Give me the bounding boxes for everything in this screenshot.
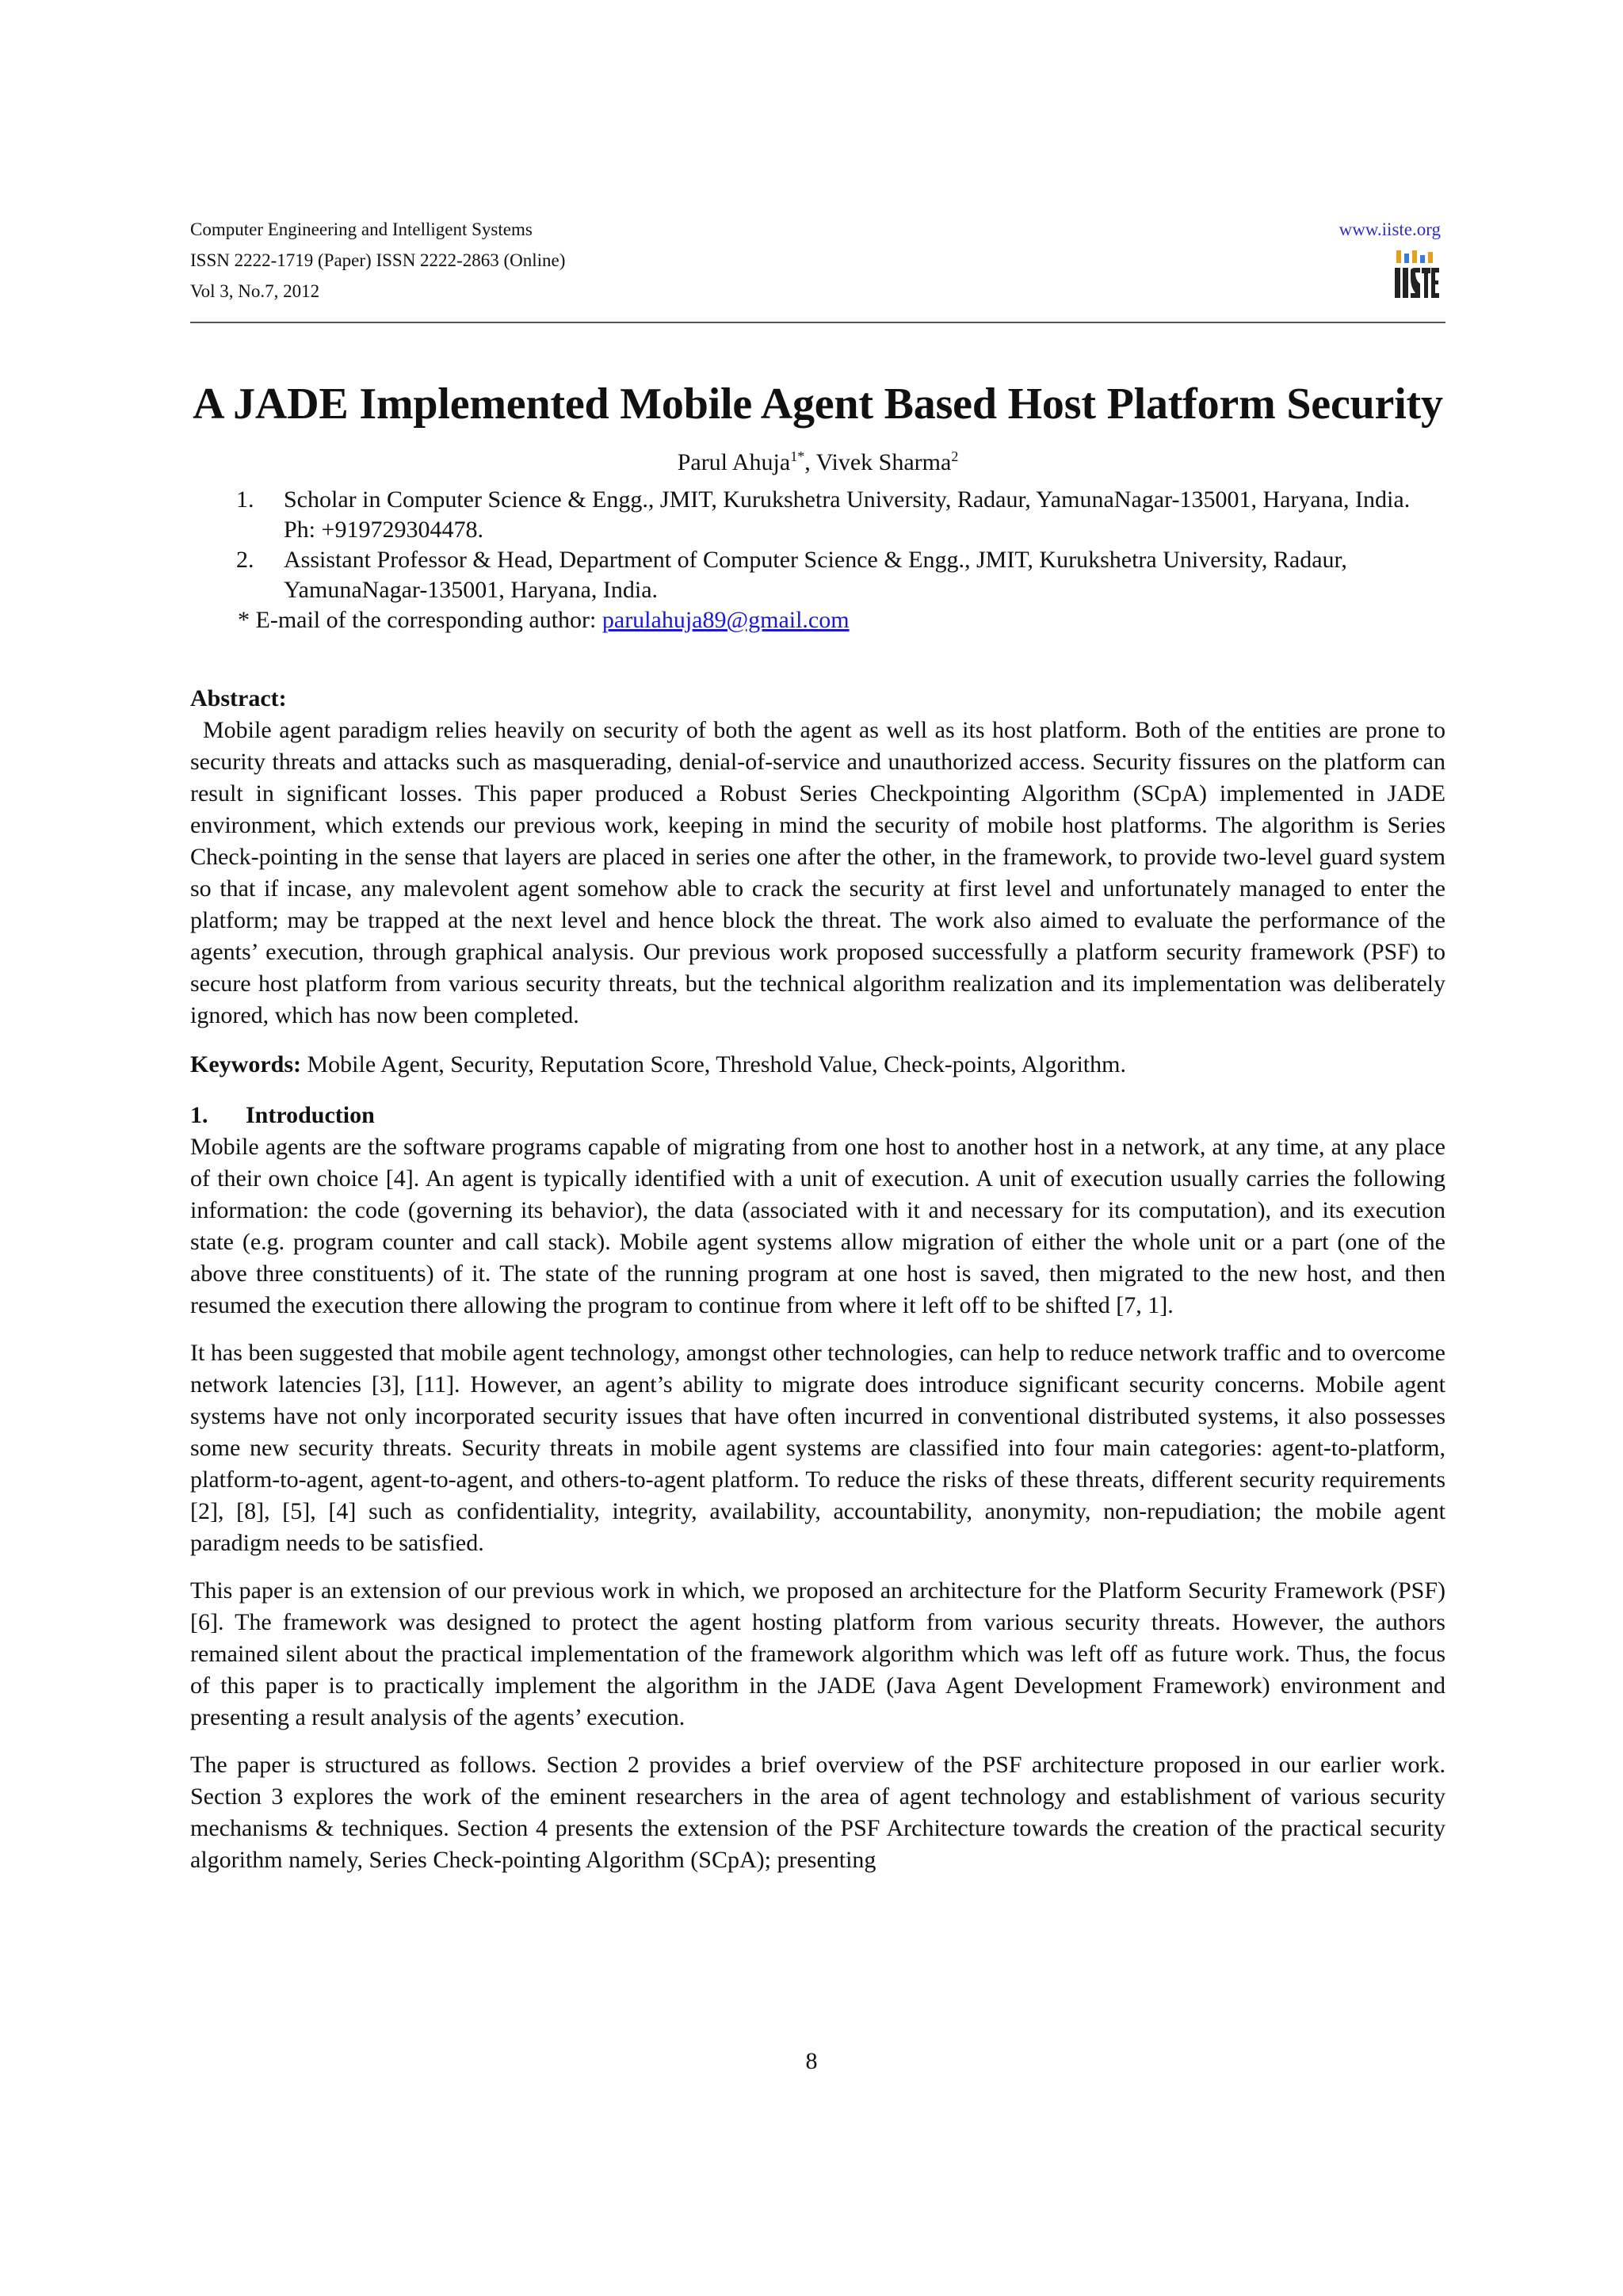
body-paragraph: This paper is an extension of our previous work in which, we proposed an architecture for the Platform Security Framework (PSF) [6]. The framework was designed to protect the agent hosting platform from various security threats. However, the authors remained silent about the practical implementation of the framework algorithm which was left off as future work. Thus, the focus of this paper is to practically implement the algorithm in the JADE (Java Agent Development Framework) environment and presenting a result analysis of the agents’ execution. (190, 1577, 1445, 1730)
abstract-heading: Abstract: (190, 685, 287, 711)
keywords-text: Mobile Agent, Security, Reputation Score, Threshold Value, Check-points, Algorithm. (300, 1051, 1126, 1077)
page-number: 8 (805, 2048, 818, 2074)
abstract-text: Mobile agent paradigm relies heavily on security of both the agent as well as its host platform. Both of the entities are prone to security threats and attacks such as masquerading, denial-of-service and unauthorized access. Security fissures on the platform can result in significant losses. This paper produced a Robust Series Checkpointing Algorithm (SCpA) implemented in JADE environment, which extends our previous work, keeping in mind the security of mobile host platforms. The algorithm is Series Check-pointing in the sense that layers are placed in series one after the other, in the framework, to provide two-level guard system so that if incase, any malevolent agent somehow able to crack the security at first level and unfortunately managed to enter the platform; may be trapped at the next level and hence block the threat. The work also aimed to evaluate the performance of the agents’ execution, through graphical analysis. Our previous work proposed successfully a platform security framework (PSF) to secure host platform from various security threats, but the technical algorithm realization and its implementation was deliberately ignored, which has now been completed. (190, 717, 1445, 1028)
author-name: Parul Ahuja (677, 449, 791, 475)
section-number: 1. (190, 1102, 208, 1128)
journal-info (190, 214, 1445, 307)
affiliation-text: Assistant Professor & Head, Department of Computer Science & Engg., JMIT, Kurukshetra University, Radaur, YamunaNagar-135001, Haryana, India. (284, 547, 1347, 603)
affiliation-number: 2. (236, 547, 254, 573)
corresponding-label: * E-mail of the corresponding author: (238, 607, 602, 633)
running-header (190, 214, 1445, 317)
header-rule (190, 322, 1445, 323)
corresponding-author (190, 605, 1445, 635)
journal-volume: Vol 3, No.7, 2012 (190, 281, 320, 301)
affiliation-number: 1. (236, 486, 254, 513)
paper-title: A JADE Implemented Mobile Agent Based Host Platform Security (193, 379, 1443, 429)
iiste-logo-icon (1393, 249, 1441, 301)
journal-name: Computer Engineering and Intelligent Systems (190, 219, 533, 239)
journal-url[interactable]: www.iiste.org (1338, 219, 1441, 239)
affiliation-text: Scholar in Computer Science & Engg., JMIT, Kurukshetra University, Radaur, YamunaNagar-135001, Haryana, India. Ph: +919729304478. (284, 486, 1411, 543)
section-title: Introduction (246, 1102, 375, 1128)
body-paragraph: The paper is structured as follows. Section 2 provides a brief overview of the PSF architecture proposed in our earlier work. Section 3 explores the work of the eminent researchers in the area of agent technology and establishment of various security mechanisms & techniques. Section 4 presents the extension of the PSF Architecture towards the creation of the practical security algorithm namely, Series Check-pointing Algorithm (SCpA); presenting (190, 1752, 1445, 1873)
body-paragraph: It has been suggested that mobile agent technology, amongst other technologies, can help to reduce network traffic and to overcome network latencies [3], [11]. However, an agent’s ability to migrate does introduce significant security concerns. Mobile agent systems have not only incorporated security issues that have often incurred in conventional distributed systems, it also possesses some new security threats. Security threats in mobile agent systems are classified into four main categories: agent-to-platform, platform-to-agent, agent-to-agent, and others-to-agent platform. To reduce the risks of these threats, different security requirements [2], [8], [5], [4] such as confidentiality, integrity, availability, accountability, anonymity, non-repudiation; the mobile agent paradigm needs to be satisfied. (190, 1340, 1445, 1556)
journal-issn: ISSN 2222-1719 (Paper) ISSN 2222-2863 (Online) (190, 250, 566, 270)
author-name: Vivek Sharma (815, 449, 952, 475)
affiliation-item (190, 485, 1445, 545)
author-superscript: 2 (951, 448, 959, 464)
author-line (190, 441, 1445, 479)
email-link[interactable]: parulahuja89@gmail.com (601, 607, 850, 633)
paper-page (190, 214, 1445, 1892)
keywords (190, 1049, 1445, 1081)
affiliation-item (190, 545, 1445, 605)
body-paragraph: Mobile agents are the software programs capable of migrating from one host to another host in a network, at any time, at any place of their own choice [4]. An agent is typically identified with a unit of execution. A unit of execution usually carries the following information: the code (governing its behavior), the data (associated with it and necessary for its computation), and its execution state (e.g. program counter and call stack). Mobile agent systems allow migration of either the whole unit or a part (one of the above three constituents) of it. The state of the running program at one host is saved, then migrated to the new host, and then resumed the execution there allowing the program to continue from where it left off to be shifted [7, 1]. (190, 1134, 1445, 1318)
keywords-label: Keywords: (190, 1051, 301, 1077)
affiliations (190, 485, 1445, 635)
author-superscript: 1* (790, 448, 805, 464)
introduction-heading (190, 1100, 1445, 1131)
author-separator: , (804, 449, 816, 475)
